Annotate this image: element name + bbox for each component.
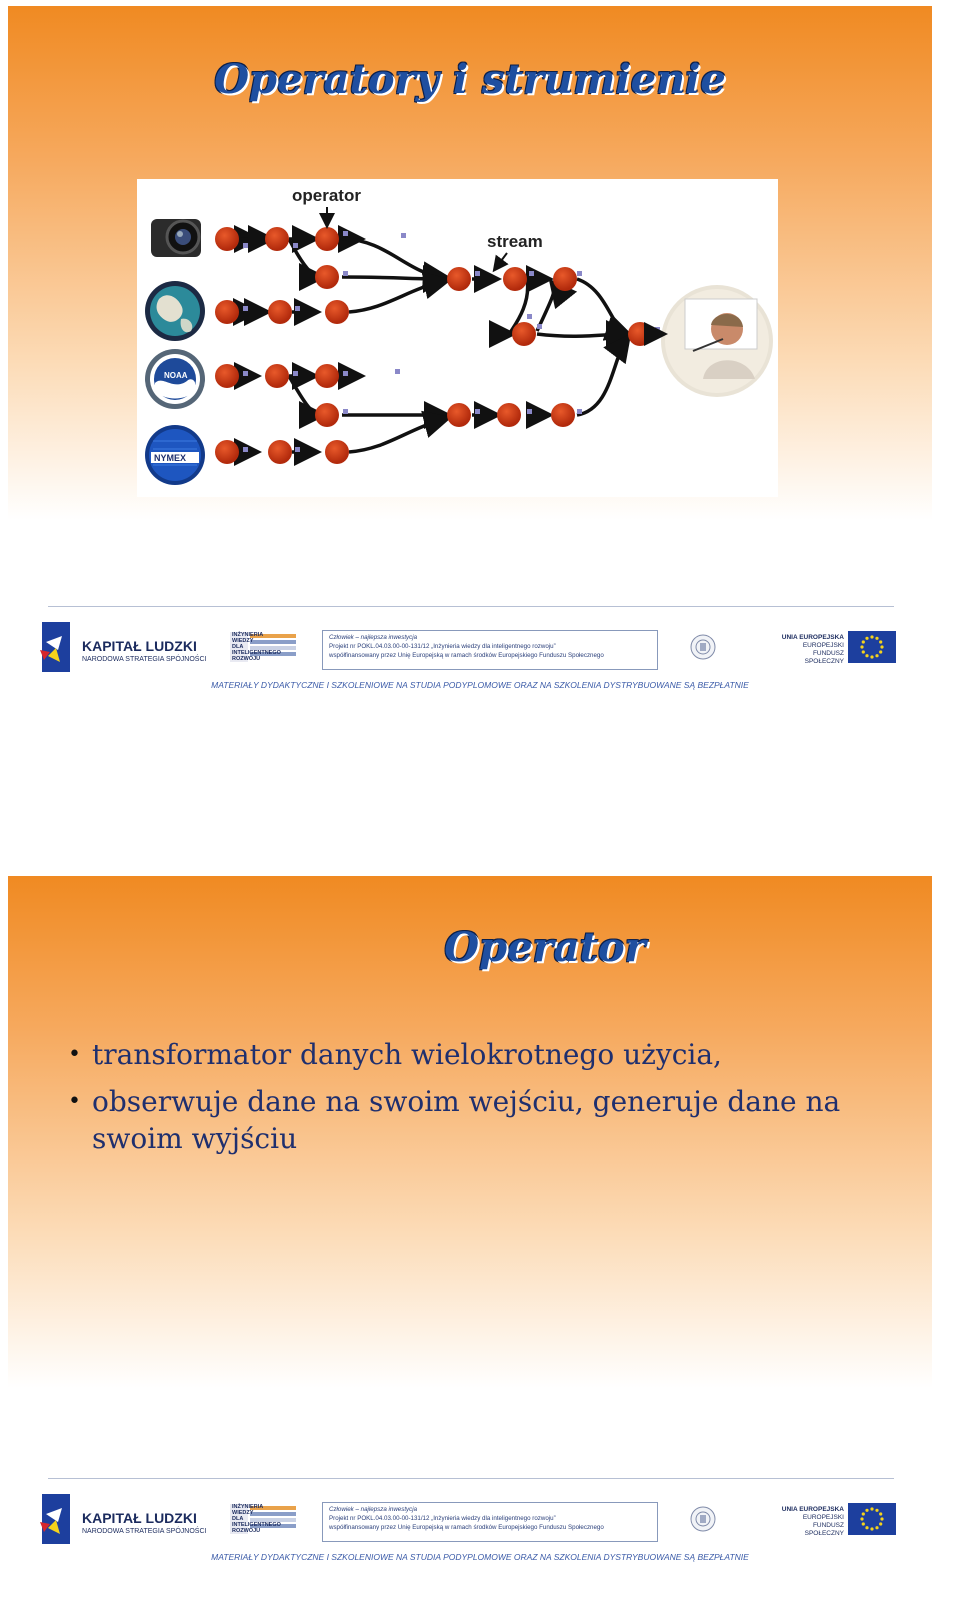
- stream-diagram-svg: [137, 179, 778, 497]
- operator-node: [215, 300, 239, 324]
- eu-label: [774, 1506, 844, 1538]
- project-funding: współfinansowany przez Unię Europejską w ramach środków Europejskiego Funduszu Społecznego: [329, 652, 604, 659]
- kapital-ludzki-emblem-icon: [40, 1492, 80, 1546]
- operator-node: [215, 227, 239, 251]
- operator-node: [268, 300, 292, 324]
- operator-nodes: [215, 227, 652, 464]
- globe-icon: [145, 281, 205, 341]
- project-funding: współfinansowany przez Unię Europejską w ramach środków Europejskiego Funduszu Społecznego: [329, 1524, 604, 1531]
- operator-node: [265, 364, 289, 388]
- footer-disclaimer: MATERIAŁY DYDAKTYCZNE I SZKOLENIOWE NA STUDIA PODYPLOMOWE ORAZ NA SZKOLENIA DYSTRYBUOWANE SĄ BEZPŁATNIE: [211, 1552, 749, 1562]
- nymex-text: NYMEX: [154, 453, 187, 463]
- project-number: Projekt nr POKL.04.03.00-00-131/12 „Inżynieria wiedzy dla inteligentnego rozwoju”: [329, 1515, 556, 1522]
- project-motto: Człowiek – najlepsza inwestycja: [329, 1506, 418, 1513]
- operator-node: [265, 227, 289, 251]
- operator-node: [215, 440, 239, 464]
- eu-union-label: UNIA EUROPEJSKA: [781, 1506, 844, 1513]
- kapital-ludzki-emblem-icon: [40, 620, 80, 674]
- footer: [0, 1478, 960, 1568]
- kapital-ludzki-title: KAPITAŁ LUDZKI: [82, 638, 197, 654]
- eu-flag-icon: [848, 1503, 896, 1535]
- operator-node: [215, 364, 239, 388]
- operator-node: [551, 403, 575, 427]
- stream-label: stream: [487, 232, 543, 251]
- iw-logo: [230, 632, 300, 662]
- operator-node: [315, 227, 339, 251]
- footer-divider: [48, 1478, 894, 1479]
- bullet-list: [68, 1036, 908, 1167]
- kapital-ludzki-title: KAPITAŁ LUDZKI: [82, 1510, 197, 1526]
- operator-node: [447, 267, 471, 291]
- operator-node: [512, 322, 536, 346]
- footer-disclaimer: MATERIAŁY DYDAKTYCZNE I SZKOLENIOWE NA STUDIA PODYPLOMOWE ORAZ NA SZKOLENIA DYSTRYBUOWANE SĄ BEZPŁATNIE: [211, 680, 749, 690]
- iw-line-5: ROZWOJU: [232, 1528, 261, 1534]
- noaa-logo-icon: [145, 349, 205, 409]
- bullet-item: • obserwuje dane na swoim wejściu, generuje dane na swoim wyjściu: [68, 1083, 908, 1157]
- operator-node: [315, 364, 339, 388]
- noaa-text: NOAA: [164, 371, 188, 380]
- project-info-box: [322, 1502, 658, 1542]
- iw-line-3: DLA: [232, 1516, 244, 1522]
- eu-fund-label-1: EUROPEJSKI: [802, 1514, 844, 1521]
- iw-line-1: INŻYNIERIA: [232, 1504, 264, 1510]
- eu-union-label: UNIA EUROPEJSKA: [781, 634, 844, 641]
- iw-line-3: DLA: [232, 644, 244, 650]
- operator-label: operator: [292, 186, 361, 205]
- eu-label: [774, 634, 844, 666]
- person-analyst-icon: [661, 285, 773, 397]
- operator-node: [325, 440, 349, 464]
- university-seal-icon: [690, 634, 716, 660]
- project-info-box: [322, 630, 658, 670]
- iw-line-1: INŻYNIERIA: [232, 632, 264, 638]
- slide-title: Operatory i strumienie: [214, 56, 726, 103]
- slide-operator: [8, 876, 932, 1388]
- operator-node: [628, 322, 652, 346]
- iw-line-4: INTELIGENTNEGO: [232, 650, 281, 656]
- footer: [0, 606, 960, 696]
- iw-line-2: WIEDZY: [232, 638, 254, 644]
- operator-node: [447, 403, 471, 427]
- operator-node: [315, 403, 339, 427]
- stream-diagram: [137, 179, 778, 497]
- kapital-ludzki-logo: [40, 1492, 210, 1546]
- camera-icon: [151, 219, 201, 257]
- operator-node: [497, 403, 521, 427]
- project-motto: Człowiek – najlepsza inwestycja: [329, 634, 418, 641]
- iw-line-4: INTELIGENTNEGO: [232, 1522, 281, 1528]
- nymex-logo-icon: [145, 425, 205, 485]
- eu-fund-label-2: FUNDUSZ SPOŁECZNY: [804, 1522, 844, 1537]
- operator-node: [503, 267, 527, 291]
- kapital-ludzki-subtitle: NARODOWA STRATEGIA SPÓJNOŚCI: [82, 656, 207, 663]
- iw-line-2: WIEDZY: [232, 1510, 254, 1516]
- kapital-ludzki-subtitle: NARODOWA STRATEGIA SPÓJNOŚCI: [82, 1528, 207, 1535]
- kapital-ludzki-logo: [40, 620, 210, 674]
- university-seal-icon: [690, 1506, 716, 1532]
- slide-operators-streams: [8, 6, 932, 520]
- eu-fund-label-2: FUNDUSZ SPOŁECZNY: [804, 650, 844, 665]
- iw-logo: [230, 1504, 300, 1534]
- operator-node: [315, 265, 339, 289]
- footer-divider: [48, 606, 894, 607]
- eu-flag-icon: [848, 631, 896, 663]
- operator-node: [268, 440, 292, 464]
- bullet-item: • transformator danych wielokrotnego użycia,: [68, 1036, 908, 1073]
- operator-node: [325, 300, 349, 324]
- operator-node: [553, 267, 577, 291]
- iw-line-5: ROZWOJU: [232, 656, 261, 662]
- slide-title: Operator: [444, 924, 646, 971]
- project-number: Projekt nr POKL.04.03.00-00-131/12 „Inżynieria wiedzy dla inteligentnego rozwoju”: [329, 643, 556, 650]
- eu-fund-label-1: EUROPEJSKI: [802, 642, 844, 649]
